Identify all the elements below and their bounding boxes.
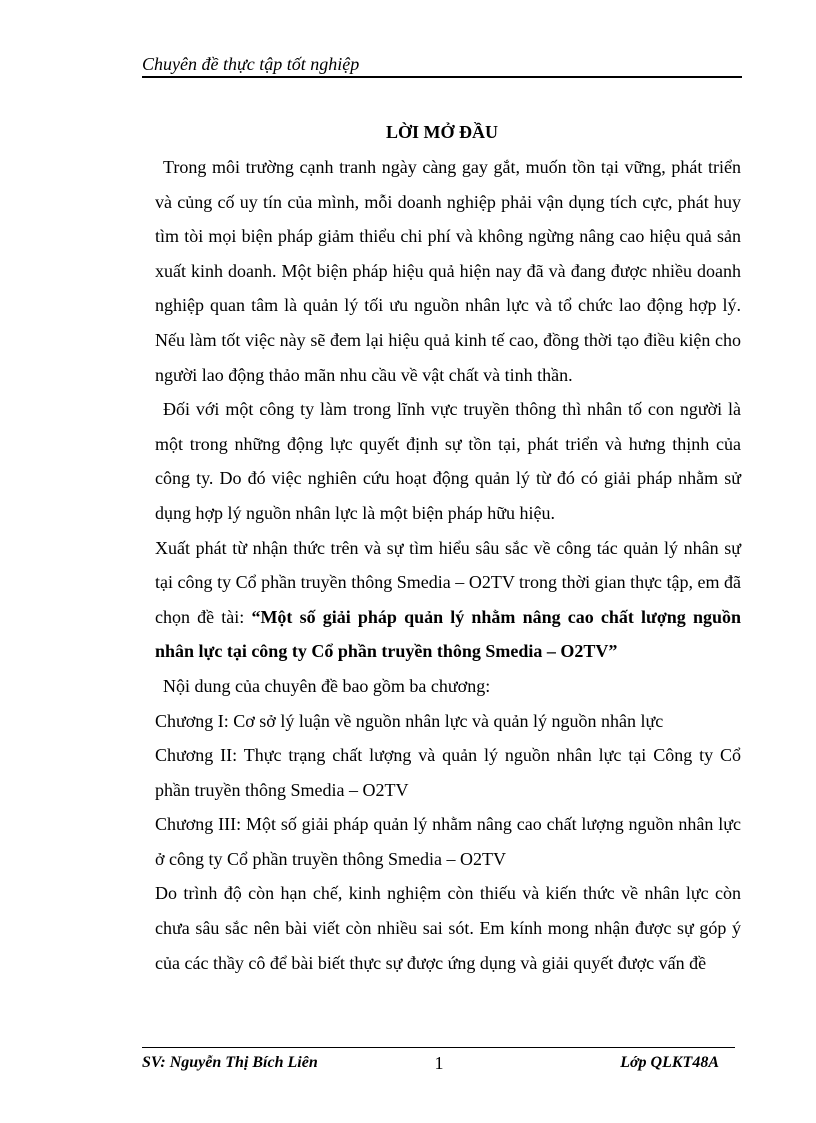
page-header-title: Chuyên đề thực tập tốt nghiệp: [142, 54, 360, 74]
paragraph-intro: Trong môi trường cạnh tranh ngày càng gay gắt, muốn tồn tại vững, phát triển và củng cố uy tín của mình, mỗi doanh nghiệp phải vận dụng tích cực, phát huy tìm tòi mọi biện pháp giảm thiểu chi phí và không ngừng nâng cao hiệu quả sản xuất kinh doanh. Một biện pháp hiệu quả hiện nay đã và đang được nhiều doanh nghiệp quan tâm là quản lý tối ưu nguồn nhân lực và tổ chức lao động hợp lý. Nếu làm tốt việc này sẽ đem lại hiệu quả kinh tế cao, đồng thời tạo điều kiện cho người lao động thảo mãn nhu cầu về vật chất và tinh thần.: [155, 157, 741, 385]
footer-class-name: Lớp QLKT48A: [620, 1054, 719, 1071]
footer-divider: [142, 1047, 735, 1048]
page-number-value: 1: [434, 1053, 444, 1073]
header-divider: [142, 76, 742, 78]
document-heading: LỜI MỞ ĐẦU: [386, 122, 498, 142]
document-body: [155, 150, 741, 980]
footer-student-name: SV: Nguyễn Thị Bích Liên: [142, 1054, 318, 1071]
paragraph-company-context: Đối với một công ty làm trong lĩnh vực truyền thông thì nhân tố con người là một trong những động lực quyết định sự tồn tại, phát triển và hưng thịnh của công ty. Do đó việc nghiên cứu hoạt động quản lý từ đó có giải pháp nhằm sử dụng hợp lý nguồn nhân lực là một biện pháp hữu hiệu.: [155, 399, 741, 523]
paragraph-contents-intro: Nội dung của chuyên đề bao gồm ba chương:: [163, 675, 491, 696]
page-footer: [142, 1050, 735, 1076]
paragraph-topic-text: Xuất phát từ nhận thức trên và sự tìm hiểu sâu sắc về công tác quản lý nhân sự tại công ty Cổ phần truyền thông Smedia – O2TV trong thời gian thực tập, em đã chọn đề tài:: [155, 537, 741, 627]
chapter-2: Chương II: Thực trạng chất lượng và quản lý nguồn nhân lực tại Công ty Cổ phần truyền thông Smedia – O2TV: [155, 745, 741, 800]
paragraph-closing: Do trình độ còn hạn chế, kinh nghiệm còn thiếu và kiến thức về nhân lực còn chưa sâu sắc nên bài viết còn nhiều sai sót. Em kính mong nhận được sự góp ý của các thầy cô để bài biết thực sự được ứng dụng và giải quyết được vấn đề: [155, 883, 741, 973]
chapter-1: Chương I: Cơ sở lý luận về nguồn nhân lực và quản lý nguồn nhân lực: [155, 710, 664, 731]
topic-title: “Một số giải pháp quản lý nhằm nâng cao chất lượng nguồn nhân lực tại công ty Cổ phần truyền thông Smedia – O2TV”: [155, 606, 741, 662]
chapter-3: Chương III: Một số giải pháp quản lý nhằm nâng cao chất lượng nguồn nhân lực ở công ty Cổ phần truyền thông Smedia – O2TV: [155, 814, 741, 869]
paragraph-topic: [155, 531, 741, 669]
